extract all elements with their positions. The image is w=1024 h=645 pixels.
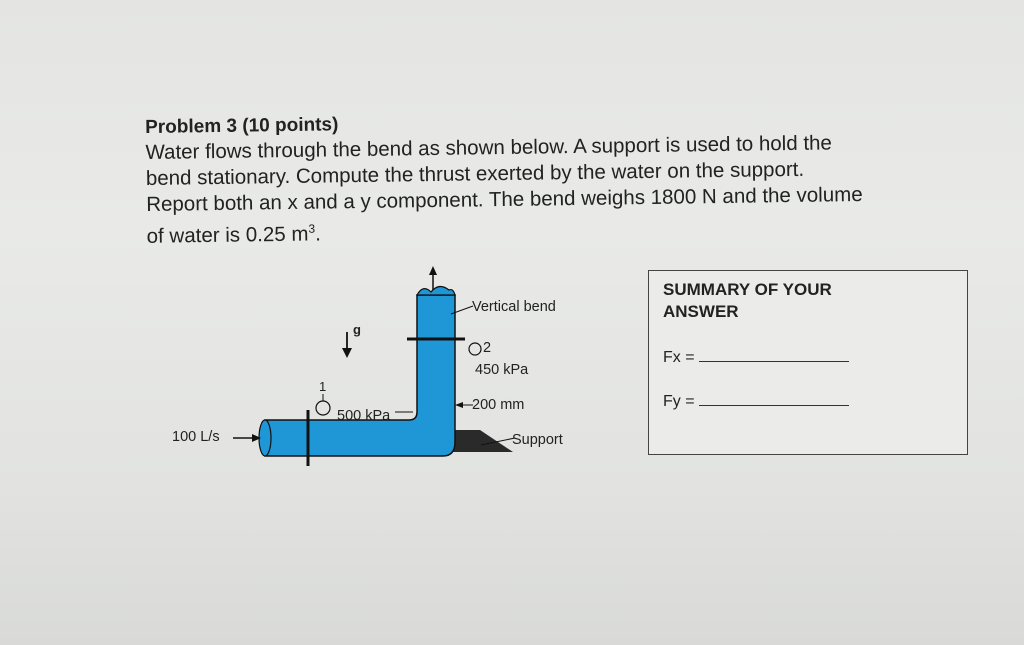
flow-rate-label: 100 L/s [172,429,220,445]
problem-line-2: bend stationary. Compute the thrust exerted by the water on the support. [145,157,805,190]
pipe-outlet [417,286,455,295]
section-2-gauge [469,343,481,355]
summary-title: SUMMARY OF YOUR ANSWER [663,280,832,321]
answer-summary-box [648,270,968,455]
problem-title: Problem 3 (10 points) [145,114,339,138]
problem-line-3: Report both an x and a y component. The bend weighs 1800 N and the volume [146,182,863,216]
pipe-body [265,295,455,456]
diameter-label: 200 mm [472,397,525,413]
fx-row [663,347,849,367]
pressure-1-label: 500 kPa [337,408,391,424]
fy-label: Fy = [663,393,695,410]
fy-answer-field[interactable] [699,391,849,406]
gravity-arrowhead [342,348,352,358]
outflow-arrowhead [429,266,437,275]
problem-line-4-end: . [314,222,322,246]
pipe-bend-diagram [165,262,605,472]
volume-exponent: 3 [308,221,316,236]
support-label: Support [512,432,563,448]
section-1-label: 1 [319,379,327,394]
problem-line-4: of water is 0.25 m [146,222,309,248]
vertical-bend-label: Vertical bend [472,299,556,315]
section-2-label: 2 [483,340,492,356]
fy-row [663,391,849,411]
diameter-arrowhead [455,402,463,408]
problem-block [145,104,987,250]
fx-answer-field[interactable] [699,347,849,362]
problem-statement [145,128,976,249]
problem-line-1: Water flows through the bend as shown below. A support is used to hold the [145,131,833,164]
section-1-gauge [316,401,330,415]
pressure-2-label: 450 kPa [475,362,529,378]
gravity-label: g [353,322,361,337]
fx-label: Fx = [663,349,695,366]
